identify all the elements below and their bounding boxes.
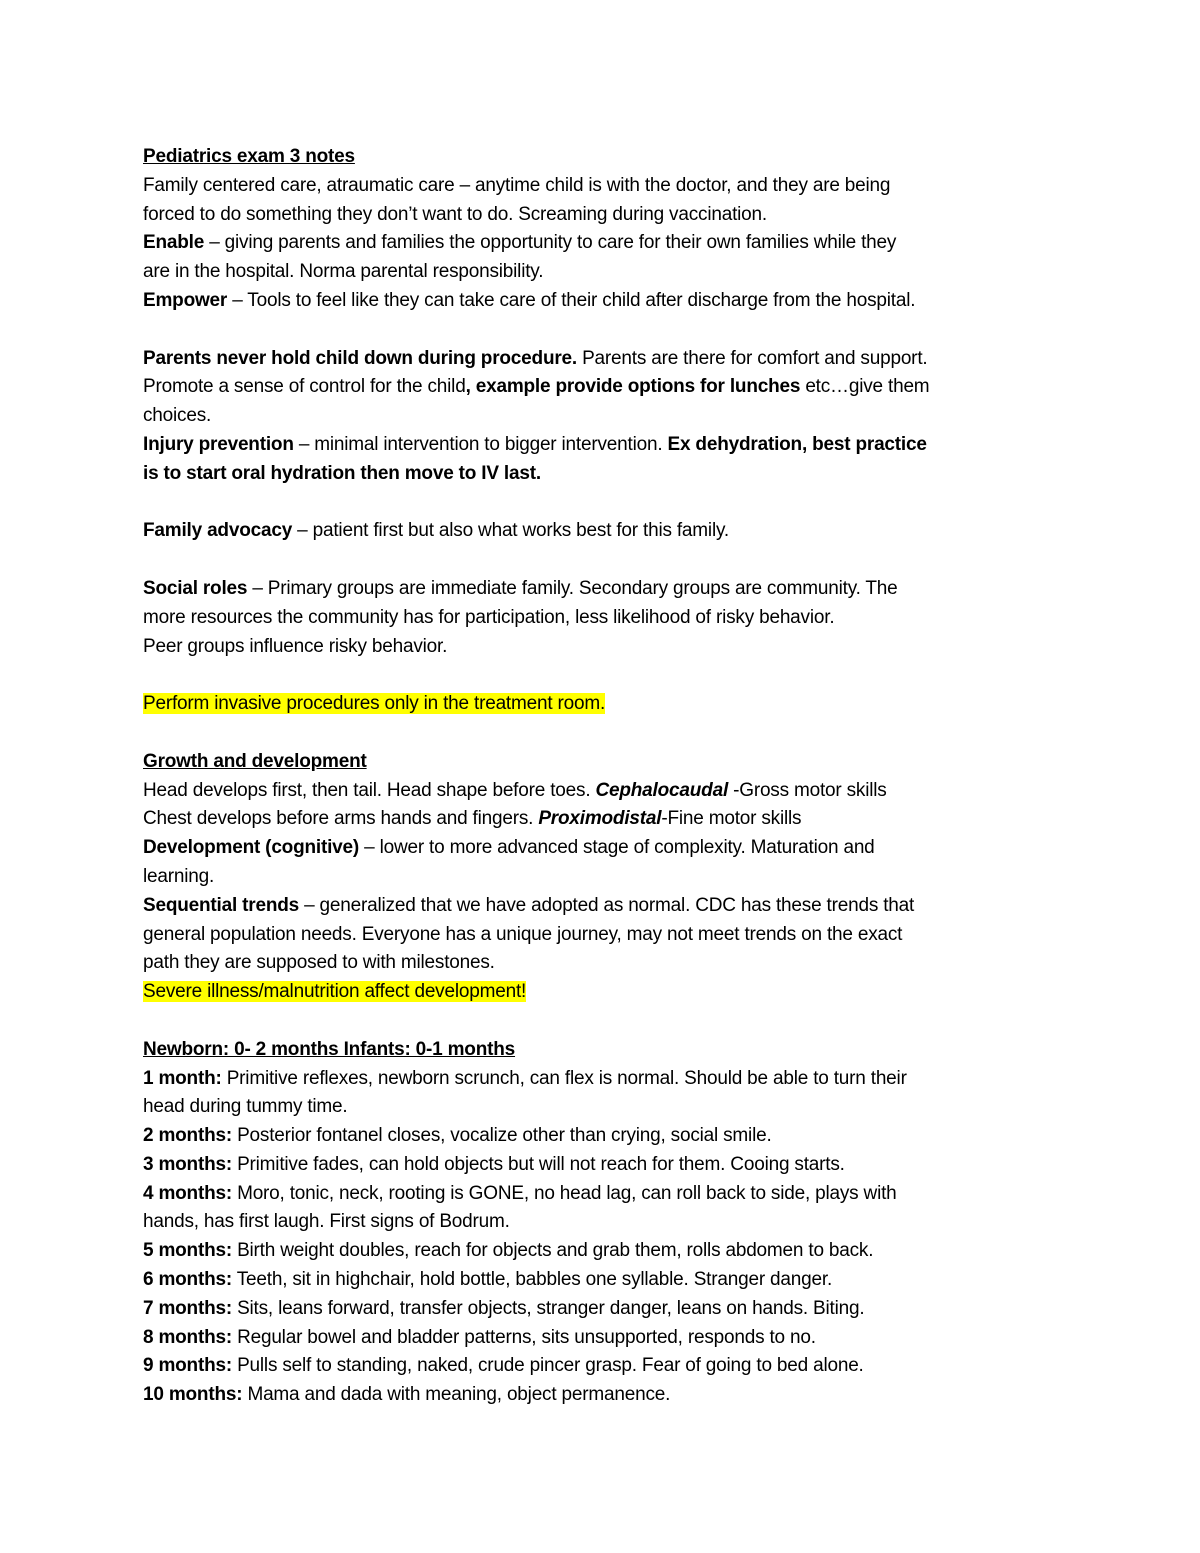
intro-line-1: Family centered care, atraumatic care – anytime child is with the doctor, and they are being: [143, 174, 891, 196]
milestone-9-months: [143, 1352, 1073, 1381]
milestone-text: Primitive reflexes, newborn scrunch, can flex is normal. Should be able to turn their: [221, 1067, 907, 1089]
sequential-text: – generalized that we have adopted as normal. CDC has these trends that: [299, 894, 915, 916]
social-line-1: [143, 575, 1073, 604]
milestone-text: Posterior fontanel closes, vocalize other than crying, social smile.: [231, 1125, 772, 1147]
proximodistal-line: [143, 805, 1073, 834]
cephalocaudal-line: [143, 777, 1073, 806]
newborn-heading: Newborn: 0- 2 months Infants: 0-1 months: [143, 1038, 516, 1060]
social-line-3: Peer groups influence risky behavior.: [143, 635, 448, 657]
spacer: [143, 719, 1073, 748]
promote-text: Promote a sense of control for the child: [143, 376, 466, 398]
advocacy-term: Family advocacy: [143, 520, 293, 542]
milestone-4-months-cont: hands, has first laugh. First signs of Bodrum.: [143, 1211, 510, 1233]
development-line-2: learning.: [143, 865, 215, 887]
milestone-8-months: [143, 1324, 1073, 1353]
severe-line: [143, 978, 1073, 1007]
milestone-6-months: [143, 1266, 1073, 1295]
development-line-1: [143, 834, 1073, 863]
promote-text-end: etc…give them: [800, 376, 930, 398]
milestone-term: 9 months:: [143, 1355, 232, 1377]
empower-text: – Tools to feel like they can take care of their child after discharge from the hospital.: [227, 289, 916, 311]
spacer: [143, 661, 1073, 690]
cephalocaudal-term: Cephalocaudal: [595, 779, 729, 801]
sequential-line-3: path they are supposed to with milestones.: [143, 952, 495, 974]
milestone-text: Moro, tonic, neck, rooting is GONE, no head lag, can roll back to side, plays with: [231, 1182, 897, 1204]
milestone-text: Teeth, sit in highchair, hold bottle, babbles one syllable. Stranger danger.: [231, 1269, 833, 1291]
enable-text: – giving parents and families the opportunity to care for their own families while they: [204, 232, 897, 254]
spacer: [143, 1007, 1073, 1036]
milestone-text: Birth weight doubles, reach for objects and grab them, rolls abdomen to back.: [231, 1240, 874, 1262]
invasive-highlight: Perform invasive procedures only in the treatment room.: [143, 693, 606, 715]
document-page: [143, 143, 1073, 1410]
milestone-5-months: [143, 1237, 1073, 1266]
sequential-term: Sequential trends: [143, 894, 300, 916]
sequential-line-2: general population needs. Everyone has a unique journey, may not meet trends on the exact: [143, 923, 903, 945]
parents-bold: Parents never hold child down during procedure.: [143, 347, 577, 369]
promote-bold: , example provide options for lunches: [465, 376, 801, 398]
social-line-2: more resources the community has for participation, less likelihood of risky behavior.: [143, 606, 835, 628]
social-term: Social roles: [143, 577, 248, 599]
injury-bold: Ex dehydration, best practice: [667, 433, 927, 455]
milestone-7-months: [143, 1295, 1073, 1324]
spacer: [143, 316, 1073, 345]
milestone-text: Sits, leans forward, transfer objects, stranger danger, leans on hands. Biting.: [231, 1297, 865, 1319]
development-text: – lower to more advanced stage of complexity. Maturation and: [359, 837, 875, 859]
milestone-term: 7 months:: [143, 1297, 232, 1319]
head-text: Head develops first, then tail. Head shape before toes.: [143, 779, 596, 801]
milestone-term: 5 months:: [143, 1240, 232, 1262]
advocacy-text: – patient first but also what works best for this family.: [292, 520, 729, 542]
spacer: [143, 489, 1073, 518]
document-title: Pediatrics exam 3 notes: [143, 146, 355, 167]
enable-line-1: [143, 229, 1073, 258]
injury-text: – minimal intervention to bigger intervention.: [293, 433, 668, 455]
milestone-text: Pulls self to standing, naked, crude pincer grasp. Fear of going to bed alone.: [231, 1355, 864, 1377]
growth-heading: Growth and development: [143, 750, 367, 772]
advocacy-line: [143, 517, 1073, 546]
milestone-3-months: [143, 1151, 1073, 1180]
spacer: [143, 546, 1073, 575]
promote-line-2: choices.: [143, 405, 212, 427]
social-text: – Primary groups are immediate family. Secondary groups are community. The: [247, 577, 898, 599]
sequential-line-1: [143, 892, 1073, 921]
growth-heading-line: [143, 748, 1073, 777]
parents-text: Parents are there for comfort and support.: [577, 347, 928, 369]
intro-line-2: forced to do something they don’t want to do. Screaming during vaccination.: [143, 203, 767, 225]
milestone-term: 2 months:: [143, 1125, 232, 1147]
milestone-2-months: [143, 1122, 1073, 1151]
milestone-term: 10 months:: [143, 1384, 243, 1406]
milestone-4-months: [143, 1180, 1073, 1209]
empower-line: [143, 287, 1073, 316]
severe-highlight: Severe illness/malnutrition affect development!: [143, 981, 527, 1003]
milestone-text: Mama and dada with meaning, object permanence.: [242, 1384, 671, 1406]
milestone-1-month-cont: head during tummy time.: [143, 1096, 348, 1118]
empower-term: Empower: [143, 289, 228, 311]
document-title-line: [143, 143, 1073, 172]
milestone-text: Primitive fades, can hold objects but will not reach for them. Cooing starts.: [231, 1153, 845, 1175]
promote-line-1: [143, 373, 1073, 402]
enable-term: Enable: [143, 232, 205, 254]
injury-line-2: is to start oral hydration then move to IV last.: [143, 462, 541, 484]
proximodistal-after: -Fine motor skills: [661, 808, 802, 830]
chest-text: Chest develops before arms hands and fingers.: [143, 808, 539, 830]
milestone-term: 6 months:: [143, 1269, 232, 1291]
invasive-line: [143, 690, 1073, 719]
newborn-heading-line: [143, 1036, 1073, 1065]
milestone-term: 4 months:: [143, 1182, 232, 1204]
enable-line-2: are in the hospital. Norma parental responsibility.: [143, 261, 544, 283]
injury-term: Injury prevention: [143, 433, 294, 455]
parents-line: [143, 345, 1073, 374]
injury-line-1: [143, 431, 1073, 460]
milestone-term: 1 month:: [143, 1067, 222, 1089]
proximodistal-term: Proximodistal: [538, 808, 662, 830]
development-term: Development (cognitive): [143, 837, 360, 859]
milestone-text: Regular bowel and bladder patterns, sits unsupported, responds to no.: [231, 1326, 816, 1348]
milestone-term: 3 months:: [143, 1153, 232, 1175]
milestone-term: 8 months:: [143, 1326, 232, 1348]
milestone-10-months: [143, 1381, 1073, 1410]
cephalocaudal-after: -Gross motor skills: [728, 779, 887, 801]
milestone-1-month: [143, 1065, 1073, 1094]
